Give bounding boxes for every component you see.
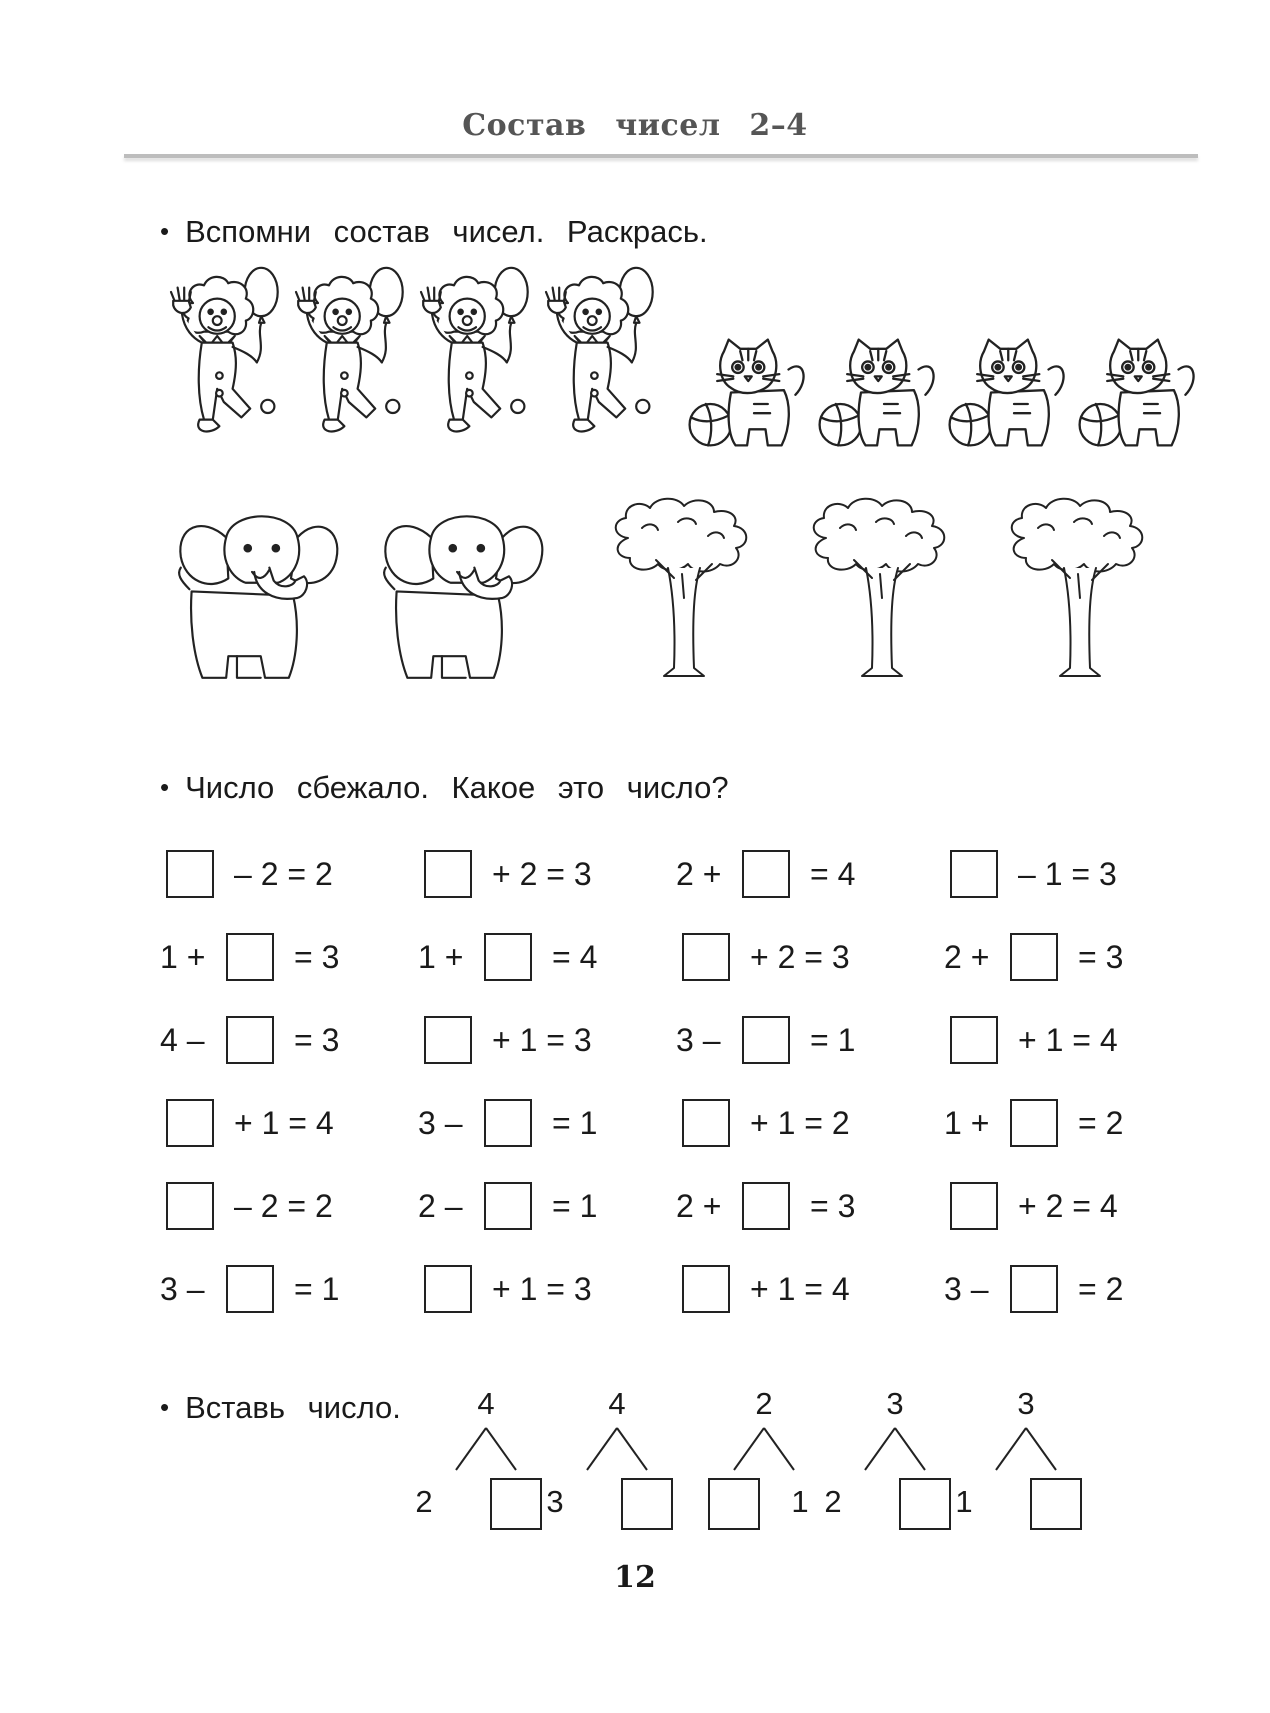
equation-left-part: 2 +	[676, 856, 722, 892]
tree-left-number: 2	[415, 1484, 433, 1519]
equation-right-part: – 2 = 2	[234, 856, 333, 892]
task-1-text: Вспомни состав чисел. Раскрась.	[185, 214, 708, 249]
tree-branch	[1026, 1428, 1056, 1470]
equation-right-part: = 4	[552, 939, 598, 975]
tree-branch	[895, 1428, 925, 1470]
equation-right-part: = 2	[1078, 1105, 1124, 1141]
tree-top-number: 3	[886, 1386, 904, 1421]
page-title: Состав чисел 2–4	[462, 108, 808, 143]
tree-left-number: 1	[955, 1484, 973, 1519]
tree-branch	[587, 1428, 617, 1470]
equation-left-part: 3 –	[160, 1271, 205, 1307]
equation-right-part: = 1	[552, 1188, 598, 1224]
equation-right-part: = 2	[1078, 1271, 1124, 1307]
equation-left-part: 4 –	[160, 1022, 205, 1058]
equation-right-part: + 1 = 4	[750, 1271, 850, 1307]
page-number: 12	[614, 1560, 656, 1595]
equation-left-part: 3 –	[418, 1105, 463, 1141]
tree-branch	[617, 1428, 647, 1470]
tree-branch	[486, 1428, 516, 1470]
equation-right-part: = 4	[810, 856, 856, 892]
tree-top-number: 3	[1017, 1386, 1035, 1421]
equation-right-part: – 1 = 3	[1018, 856, 1117, 892]
bullet: •	[160, 216, 170, 246]
tree-top-number: 4	[608, 1386, 626, 1421]
tree-top-number: 2	[755, 1386, 773, 1421]
equation-right-part: = 3	[810, 1188, 856, 1224]
equation-left-part: 2 +	[944, 939, 990, 975]
tree-branch	[456, 1428, 486, 1470]
equation-right-part: = 3	[1078, 939, 1124, 975]
equation-right-part: = 3	[294, 939, 340, 975]
bullet: •	[160, 1392, 170, 1422]
equation-right-part: + 2 = 4	[1018, 1188, 1118, 1224]
tree-branch	[865, 1428, 895, 1470]
answer-box[interactable]	[621, 1478, 673, 1530]
equation-left-part: 3 –	[944, 1271, 989, 1307]
equation-left-part: 1 +	[418, 939, 464, 975]
bullet: •	[160, 772, 170, 802]
equation-right-part: + 1 = 3	[492, 1271, 592, 1307]
tree-branch	[764, 1428, 794, 1470]
equation-left-part: 2 –	[418, 1188, 463, 1224]
equation-right-part: + 1 = 4	[234, 1105, 334, 1141]
equation-right-part: = 1	[810, 1022, 856, 1058]
equation-right-part: + 1 = 3	[492, 1022, 592, 1058]
equation-right-part: = 3	[294, 1022, 340, 1058]
equation-right-part: + 2 = 3	[750, 939, 850, 975]
equation-right-part: = 1	[552, 1105, 598, 1141]
answer-box[interactable]	[1030, 1478, 1082, 1530]
equation-left-part: 1 +	[944, 1105, 990, 1141]
equation-right-part: = 1	[294, 1271, 340, 1307]
equation-right-part: – 2 = 2	[234, 1188, 333, 1224]
equation-left-part: 2 +	[676, 1188, 722, 1224]
tree-left-number: 3	[546, 1484, 564, 1519]
tree-branch	[996, 1428, 1026, 1470]
tree-top-number: 4	[477, 1386, 495, 1421]
answer-box[interactable]	[708, 1478, 760, 1530]
task-3-text: Вставь число.	[185, 1390, 401, 1425]
equation-right-part: + 1 = 2	[750, 1105, 850, 1141]
equation-left-part: 1 +	[160, 939, 206, 975]
equation-right-part: + 1 = 4	[1018, 1022, 1118, 1058]
tree-branch	[734, 1428, 764, 1470]
tree-right-number: 1	[791, 1484, 809, 1519]
equation-right-part: + 2 = 3	[492, 856, 592, 892]
task-2-text: Число сбежало. Какое это число?	[185, 770, 729, 805]
equation-left-part: 3 –	[676, 1022, 721, 1058]
tree-left-number: 2	[824, 1484, 842, 1519]
